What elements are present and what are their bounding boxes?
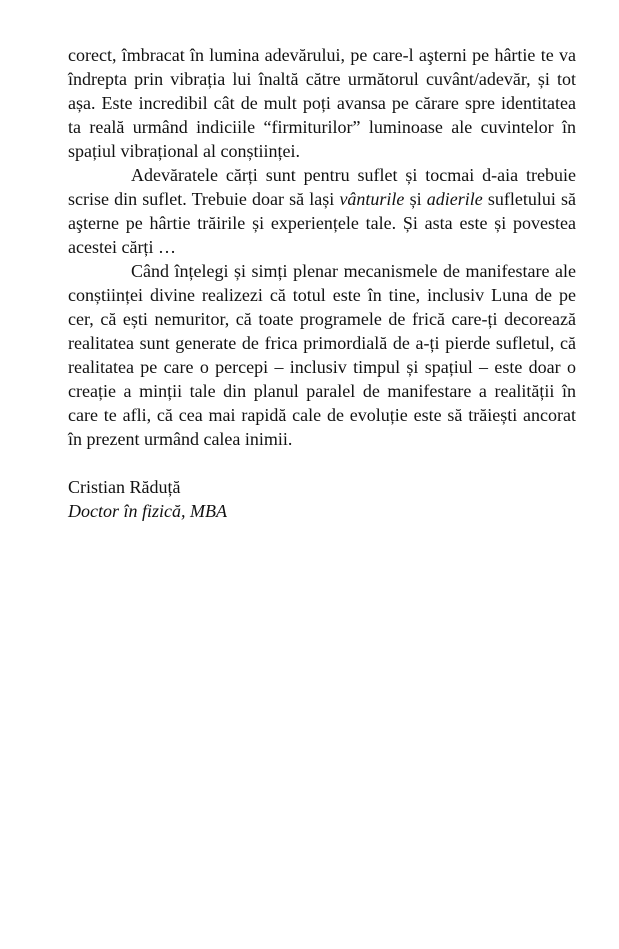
emphasis-vanturile: vânturile [339,189,405,209]
paragraph-2-text-c: sufletului să aşterne pe hârtie trăirile și experiențele tale. Și asta este și povestea acestei cărți … [68,189,576,257]
document-page [68,43,576,523]
paragraph-1 [68,43,576,163]
paragraph-2-text-b: și [404,189,427,209]
paragraph-2 [68,163,576,259]
emphasis-adierile: adierile [426,189,483,209]
signature-name: Cristian Răduță [68,477,181,497]
paragraph-2-text-a: Adevăratele cărți sunt pentru suflet și tocmai d-aia trebuie scrise din suflet. Trebuie doar să lași [68,165,576,209]
paragraph-3-text: Când înțelegi și simți plenar mecanismele de manifestare ale conștiinței divine realizezi că totul este în tine, inclusiv Luna de pe cer, că ești nemuritor, că toate programele de frică care-ți decorează realitatea sunt generate de frica primordială de a-ți pierde sufletul, că realitatea pe care o percepi – inclusiv timpul și spațiul – este doar o creație a minții tale din planul paralel de manifestare a realității în care te afli, că cea mai rapidă cale de evoluție este să trăiești ancorat în prezent urmând calea inimii. [68,261,576,449]
paragraph-3 [68,259,576,451]
paragraph-1-text: corect, îmbracat în lumina adevărului, pe care-l aşterni pe hârtie te va îndrepta prin vibrația lui înaltă către următorul cuvânt/adevăr, și tot așa. Este incredibil cât de mult poți avansa pe cărare spre identitatea ta reală urmând indiciile “firmiturilor” luminoase ale cuvintelor în spațiul vibrațional al conștiinței. [68,45,576,161]
signature-title: Doctor în fizică, MBA [68,501,227,521]
signature-block [68,475,576,523]
